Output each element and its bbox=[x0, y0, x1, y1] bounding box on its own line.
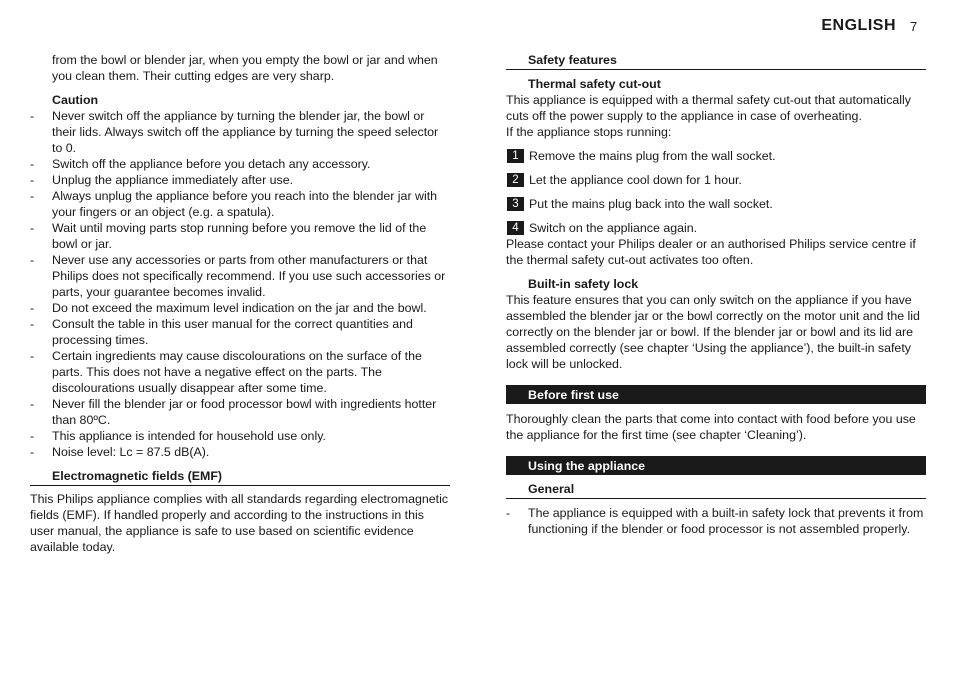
step-4 bbox=[506, 220, 926, 236]
step-number: 4 bbox=[507, 221, 524, 235]
general-heading: General bbox=[506, 481, 926, 499]
list-item: - Never switch off the appliance by turning the blender jar, the bowl or their lids. Always switch off the appliance by turning the speed selector to 0. bbox=[30, 109, 439, 155]
general-list bbox=[506, 505, 926, 537]
right-column bbox=[506, 52, 926, 537]
safety-lock-heading: Built-in safety lock bbox=[528, 277, 639, 291]
list-item: - The appliance is equipped with a built-in safety lock that prevents it from functioning if the blender or food processor is not assembled properly. bbox=[506, 506, 924, 536]
emf-text: This Philips appliance complies with all standards regarding electromagnetic fields (EMF). If handled properly and according to the instructions in this user manual, the appliance is safe to use based on scientific evidence available today. bbox=[30, 492, 449, 554]
safety-features-heading: Safety features bbox=[506, 52, 926, 70]
step-text: Put the mains plug back into the wall socket. bbox=[529, 197, 773, 211]
list-item: - Noise level: Lc = 87.5 dB(A). bbox=[30, 445, 210, 459]
thermal-heading: Thermal safety cut-out bbox=[528, 77, 661, 91]
list-item: - Certain ingredients may cause discolourations on the surface of the parts. This does not have a negative effect on the parts. The discolourations usually disappear after some time. bbox=[30, 349, 422, 395]
step-number: 3 bbox=[507, 197, 524, 211]
page-number: 7 bbox=[910, 19, 918, 34]
language-label: ENGLISH bbox=[821, 17, 896, 34]
before-first-use-text: Thoroughly clean the parts that come into contact with food before you use the appliance for the first time (see chapter ‘Cleaning’). bbox=[506, 412, 916, 442]
list-item: - Do not exceed the maximum level indication on the jar and the bowl. bbox=[30, 301, 427, 315]
list-item: - Switch off the appliance before you detach any accessory. bbox=[30, 157, 371, 171]
caution-list bbox=[30, 108, 450, 460]
thermal-text: This appliance is equipped with a thermal safety cut-out that automatically cuts off the power supply to the appliance in case of overheating. bbox=[506, 93, 911, 123]
emf-heading: Electromagnetic fields (EMF) bbox=[30, 468, 450, 486]
step-number: 1 bbox=[507, 149, 524, 163]
step-number: 2 bbox=[507, 173, 524, 187]
before-first-use-heading: Before first use bbox=[506, 385, 926, 404]
thermal-condition: If the appliance stops running: bbox=[506, 125, 672, 139]
step-3 bbox=[506, 196, 926, 212]
step-text: Remove the mains plug from the wall socket. bbox=[529, 149, 776, 163]
step-1 bbox=[506, 148, 926, 164]
list-item: - Always unplug the appliance before you reach into the blender jar with your fingers or an object (e.g. a spatula). bbox=[30, 189, 438, 219]
list-item: - Consult the table in this user manual for the correct quantities and processing times. bbox=[30, 317, 413, 347]
contact-text: Please contact your Philips dealer or an authorised Philips service centre if the thermal safety cut-out activates too often. bbox=[506, 237, 916, 267]
list-item: - Never use any accessories or parts from other manufacturers or that Philips does not specifically recommend. If you use such accessories or parts, your guarantee becomes invalid. bbox=[30, 253, 446, 299]
left-column bbox=[30, 52, 450, 555]
using-appliance-heading: Using the appliance bbox=[506, 456, 926, 475]
step-2 bbox=[506, 172, 926, 188]
safety-lock-text: This feature ensures that you can only switch on the appliance if you have assembled the blender jar or the bowl correctly on the motor unit and the lid correctly on the blender jar or bowl. If the blender jar or bowl and its lid are assembled correctly (see chapter ‘Using the appliance’), the built-in safety lock will be unlocked. bbox=[506, 293, 920, 371]
list-item: - Wait until moving parts stop running before you remove the lid of the bowl or jar. bbox=[30, 221, 427, 251]
intro-text: from the bowl or blender jar, when you empty the bowl or jar and when you clean them. Their cutting edges are very sharp. bbox=[52, 53, 438, 83]
step-text: Let the appliance cool down for 1 hour. bbox=[529, 173, 742, 187]
list-item: - This appliance is intended for household use only. bbox=[30, 429, 326, 443]
list-item: - Unplug the appliance immediately after use. bbox=[30, 173, 294, 187]
step-text: Switch on the appliance again. bbox=[529, 221, 698, 235]
list-item: - Never fill the blender jar or food processor bowl with ingredients hotter than 80ºC. bbox=[30, 397, 437, 427]
caution-heading: Caution bbox=[52, 93, 99, 107]
